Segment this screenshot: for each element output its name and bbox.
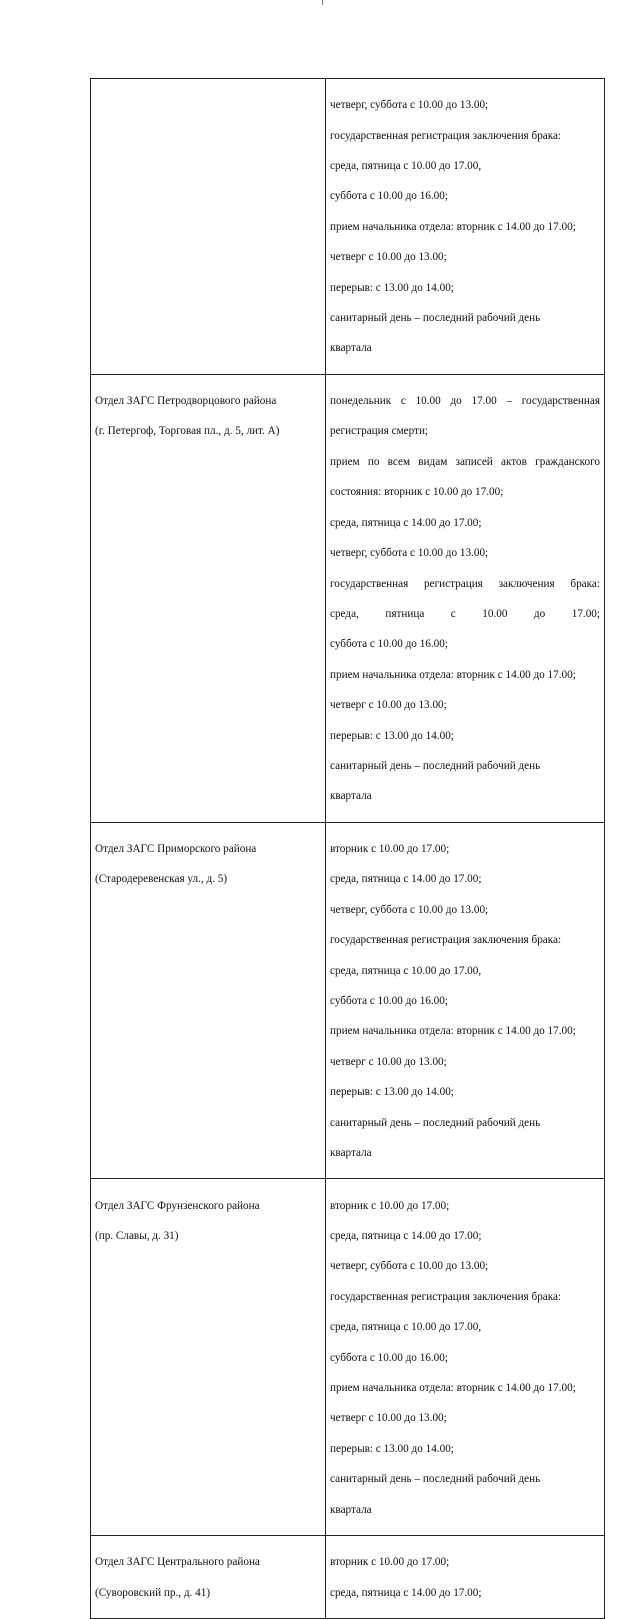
- hours-line: среда, пятница с 14.00 до 17.00;: [330, 516, 482, 529]
- hours-line: вторник с 10.00 до 17.00;: [330, 1556, 450, 1569]
- table-row: [91, 374, 605, 822]
- hours-line: четверг, суббота с 10.00 до 13.00;: [330, 99, 489, 112]
- department-cell: [91, 1536, 326, 1619]
- hours-cell: [326, 374, 605, 822]
- hours-line: государственная регистрация заключения брака:: [330, 129, 562, 142]
- hours-line: перерыв: с 13.00 до 14.00;: [330, 729, 454, 742]
- department-cell: [91, 79, 326, 375]
- hours-line: среда, пятница с 14.00 до 17.00;: [330, 1586, 482, 1599]
- hours-line: четверг, суббота с 10.00 до 13.00;: [330, 903, 489, 916]
- hours-line: четверг с 10.00 до 13.00;: [330, 699, 447, 712]
- hours-cell: [326, 822, 605, 1179]
- hours-line: четверг с 10.00 до 13.00;: [330, 251, 447, 264]
- hours-line: государственная регистрация заключения брака:: [330, 1290, 562, 1303]
- hours-cell: [326, 79, 605, 375]
- hours-cell: [326, 1179, 605, 1536]
- department-name: Отдел ЗАГС Приморского района: [95, 842, 257, 855]
- hours-line: четверг с 10.00 до 13.00;: [330, 1412, 447, 1425]
- hours-line: суббота с 10.00 до 16.00;: [330, 638, 448, 651]
- department-address: (Суворовский пр., д. 41): [95, 1586, 211, 1599]
- table-row: [91, 79, 605, 375]
- table-row: [91, 1179, 605, 1536]
- hours-line: четверг, суббота с 10.00 до 13.00;: [330, 547, 489, 560]
- hours-line: перерыв: с 13.00 до 14.00;: [330, 281, 454, 294]
- department-address: (пр. Славы, д. 31): [95, 1230, 179, 1243]
- hours-line: квартала: [330, 1503, 372, 1516]
- hours-line: квартала: [330, 1147, 372, 1160]
- hours-line: четверг с 10.00 до 13.00;: [330, 1055, 447, 1068]
- hours-cell: [326, 1536, 605, 1619]
- department-cell: [91, 374, 326, 822]
- hours-line: государственная регистрация заключения брака:: [330, 934, 562, 947]
- table-row: [91, 822, 605, 1179]
- hours-line: санитарный день – последний рабочий день: [330, 759, 541, 772]
- table-row: [91, 1536, 605, 1619]
- hours-line: санитарный день – последний рабочий день: [330, 1116, 541, 1129]
- hours-line: среда, пятница с 10.00 до 17.00;: [330, 607, 600, 620]
- scan-mark: [322, 0, 323, 5]
- hours-line: вторник с 10.00 до 17.00;: [330, 842, 450, 855]
- department-name: Отдел ЗАГС Петродворцового района: [95, 395, 277, 408]
- hours-line: суббота с 10.00 до 16.00;: [330, 1351, 448, 1364]
- hours-line: государственная регистрация заключения брака:: [330, 577, 600, 590]
- department-address: (г. Петергоф, Торговая пл., д. 5, лит. А): [95, 425, 280, 438]
- hours-line: перерыв: с 13.00 до 14.00;: [330, 1442, 454, 1455]
- hours-line: квартала: [330, 790, 372, 803]
- hours-line: суббота с 10.00 до 16.00;: [330, 190, 448, 203]
- zags-schedule-table: [90, 78, 605, 1619]
- hours-line: суббота с 10.00 до 16.00;: [330, 994, 448, 1007]
- hours-line: понедельник с 10.00 до 17.00 – государственная: [330, 395, 600, 408]
- hours-line: прием начальника отдела: вторник с 14.00 до 17.00;: [330, 1382, 576, 1395]
- hours-line: состояния: вторник с 10.00 до 17.00;: [330, 486, 504, 499]
- department-address: (Стародеревенская ул., д. 5): [95, 873, 228, 886]
- hours-line: среда, пятница с 10.00 до 17.00,: [330, 964, 482, 977]
- hours-line: вторник с 10.00 до 17.00;: [330, 1199, 450, 1212]
- hours-line: среда, пятница с 10.00 до 17.00,: [330, 160, 482, 173]
- hours-line: санитарный день – последний рабочий день: [330, 312, 541, 325]
- hours-line: санитарный день – последний рабочий день: [330, 1473, 541, 1486]
- hours-line: четверг, суббота с 10.00 до 13.00;: [330, 1260, 489, 1273]
- hours-line: прием начальника отдела: вторник с 14.00 до 17.00;: [330, 220, 576, 233]
- hours-line: квартала: [330, 342, 372, 355]
- department-name: Отдел ЗАГС Фрунзенского района: [95, 1199, 260, 1212]
- department-cell: [91, 1179, 326, 1536]
- hours-line: среда, пятница с 14.00 до 17.00;: [330, 873, 482, 886]
- hours-line: прием начальника отдела: вторник с 14.00 до 17.00;: [330, 668, 576, 681]
- hours-line: прием начальника отдела: вторник с 14.00 до 17.00;: [330, 1025, 576, 1038]
- hours-line: перерыв: с 13.00 до 14.00;: [330, 1086, 454, 1099]
- hours-line: среда, пятница с 10.00 до 17.00,: [330, 1321, 482, 1334]
- department-cell: [91, 822, 326, 1179]
- department-name: Отдел ЗАГС Центрального района: [95, 1556, 260, 1569]
- hours-line: среда, пятница с 14.00 до 17.00;: [330, 1230, 482, 1243]
- hours-line: прием по всем видам записей актов гражданского: [330, 455, 600, 468]
- hours-line: регистрация смерти;: [330, 425, 429, 438]
